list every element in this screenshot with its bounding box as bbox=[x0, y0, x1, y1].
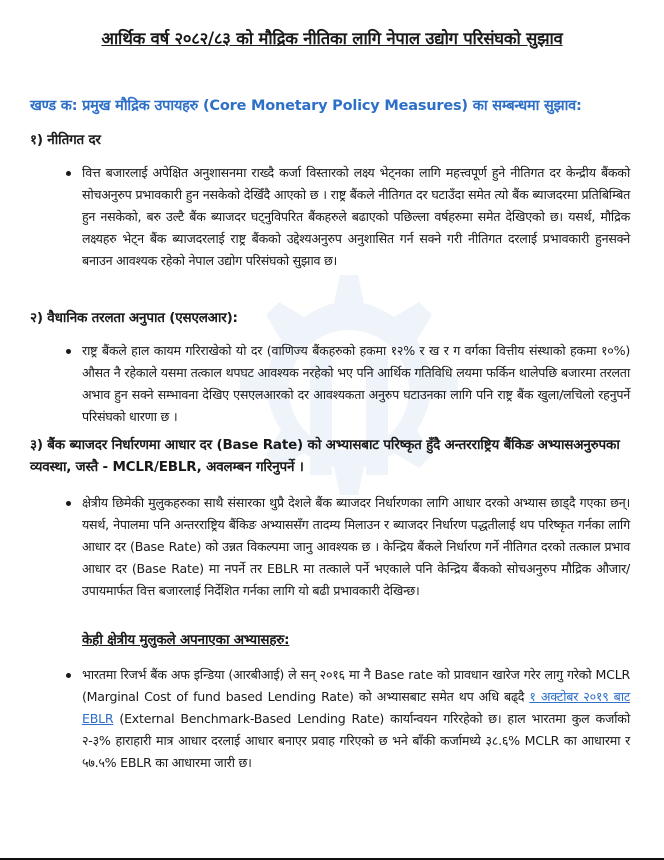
bullet-dot bbox=[66, 171, 71, 176]
bullet-text: क्षेत्रीय छिमेकी मुलुकहरुका साथै संसारका थुप्रै देशले बैंक ब्याजदर निर्धारणका लागि आधार दरको अभ्यास छाड्दै गएका छन्। यसर्थ, नेपालमा पनि अन्तरराष्ट्रिय बैंकिङ अभ्याससँग तादम्य मिलाउन र ब्याजदर निर्धारण पद्धतीलाई थप परिष्कृत गर्नका लागि आधार दर (Base Rate) को उन्नत विकल्पमा जानु आवश्यक छ । केन्द्रिय बैंकले निर्धारण गर्ने नीतिगत दरको तत्काल प्रभाव आधार दर (Base Rate) मा नपर्ने तर EBLR मा तत्काले पर्ने भएकाले पनि केन्द्रिय बैंकको सोचअनुरुप मौद्रिक औजार/उपायमार्फत वित्त बजारलाई निर्देशित गर्नका लागि यो बढी प्रभावकारी देखिन्छ। bbox=[82, 495, 630, 598]
bullet-dot bbox=[66, 501, 71, 506]
regional-practices-heading: केही क्षेत्रीय मुलुकले अपनाएका अभ्यासहरु: bbox=[82, 632, 290, 648]
document-title: आर्थिक वर्ष २०८२/८३ को मौद्रिक नीतिका लागि नेपाल उद्योग परिसंघको सुझाव bbox=[101, 29, 563, 48]
bullet-dot bbox=[66, 349, 71, 354]
item-heading-slr: २) वैधानिक तरलता अनुपात (एसएलआर): bbox=[30, 310, 238, 326]
bullet-dot bbox=[66, 673, 71, 678]
bullet-policy-rate bbox=[82, 162, 630, 272]
bullet-text-before-link: भारतमा रिजर्भ बैंक अफ इन्डिया (आरबीआई) ले सन् २०१६ मा नै Base rate को प्रावधान खारेज गरेर लागु गरेको MCLR (Marginal Cost of fund based Lending Rate) को अभ्यासबाट समेत थप अधि बढ्दै bbox=[82, 667, 630, 704]
bullet-text: राष्ट्र बैंकले हाल कायम गरिराखेको यो दर (वाणिज्य बैंकहरुको हकमा १२% र ख र ग वर्गका वित्तीय संस्थाको हकमा १०%) औसत नै रहेकाले यसमा तत्काल थपघट आवश्यक नरहेको भए पनि आर्थिक गतिविधि लयमा फर्किन थालेपछि बजारमा तरलता अभाव हुन सक्ने सम्भावना देखिए एसएलआरको दर आवश्यकता अनुरुप घटाउनका लागि पनि राष्ट्र बैंक खुला/लचिलो रहनुपर्ने परिसंघको धारणा छ । bbox=[82, 343, 630, 424]
eblr-link[interactable]: १ अक्टोबर २०१९ बाट EBLR bbox=[82, 689, 630, 726]
item-heading-policy-rate: १) नीतिगत दर bbox=[30, 132, 101, 148]
section-heading: खण्ड क: प्रमुख मौद्रिक उपायहरु (Core Monetary Policy Measures) का सम्बन्धमा सुझाव: bbox=[30, 98, 582, 114]
bullet-india-practice bbox=[82, 664, 630, 774]
bullet-text: वित्त बजारलाई अपेक्षित अनुशासनमा राख्दै कर्जा विस्तारको लक्ष्य भेट्नका लागि महत्त्वपूर्ण हुने नीतिगत दर केन्द्रीय बैंकको सोचअनुरुप प्रभावकारी हुन नसकेको देखिँदै आएको छ । राष्ट्र बैंकले नीतिगत दर घटाउँदा समेत त्यो बैंक ब्याजदरमा प्रतिबिम्बित हुन नसकेको, बरु उल्टै बैंक ब्याजदर घट्नुविपरित बैंकहरुले बढाएको पछिल्ला वर्षहरुमा समेत देखिएको छ। यसर्थ, मौद्रिक लक्ष्यहरु भेट्न बैंक ब्याजदरलाई राष्ट्र बैंकको उद्देश्यअनुरुप अनुशासित गर्न सक्ने गरी नीतिगत दरलाई प्रभावकारी हुनसक्ने बनाउन आवश्यक रहेको नेपाल उद्योग परिसंघको सुझाव छ। bbox=[82, 165, 630, 268]
bullet-base-rate bbox=[82, 492, 630, 602]
bullet-text-after-link: (External Benchmark-Based Lending Rate) कार्यान्वयन गरिरहेको छ। हाल भारतमा कुल कर्जाको २-३% हाराहारी मात्र आधार दरलाई आधार बनाएर प्रवाह गरिएको छ भने बाँकी कर्जामध्ये ३८.६% MCLR का आधारमा र ५७.५% EBLR का आधारमा जारी छ। bbox=[82, 711, 630, 770]
item-heading-base-rate: ३) बैंक ब्याजदर निर्धारणमा आधार दर (Base Rate) को अभ्यासबाट परिष्कृत हुँदै अन्तरराष्ट्रिय बैंकिङ अभ्यासअनुरुपका व्यवस्था, जस्तै - MCLR/EBLR, अवलम्बन गरिनुपर्ने । bbox=[30, 437, 620, 475]
bullet-slr bbox=[82, 340, 630, 428]
